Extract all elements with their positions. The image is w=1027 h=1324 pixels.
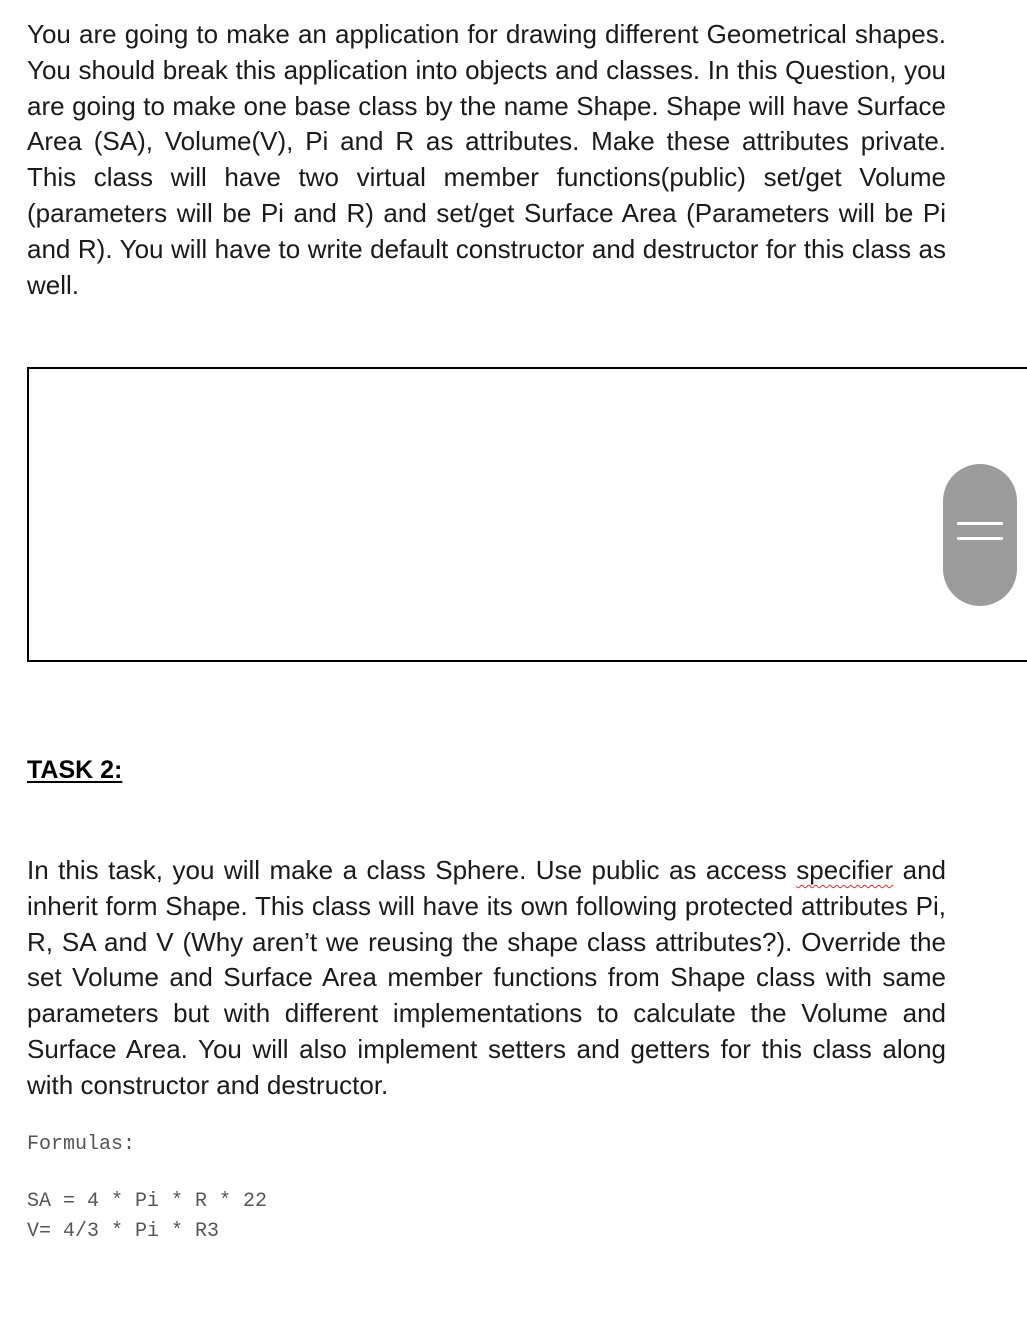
formula-surface-area: SA = 4 * Pi * R * 22 [27,1190,268,1213]
grip-line-icon [957,522,1003,525]
formula-volume: V= 4/3 * Pi * R3 [27,1220,220,1243]
task2-text-end: and inherit form Shape. This class will have its own following protected attributes Pi, R, SA and V (Why aren’t we reusing the shape class attributes?). Override the set Volume and Surface Area member functions from Shape class with same parameters but with different implementations to calculate the Volume and Surface Area. You will also implement setters and getters for this class along with constructor and destructor. [27,855,946,1100]
formulas-label: Formulas: [27,1133,136,1156]
spellcheck-flagged-word: specifier [796,855,894,885]
task2-heading: TASK 2: [27,756,123,784]
intro-paragraph: You are going to make an application for drawing different Geometrical shapes. You should break this application into objects and classes. In this Question, you are going to make one base class by the name Shape. Shape will have Surface Area (SA), Volume(V), Pi and R as attributes. Make these attributes private. This class will have two virtual member functions(public) set/get Volume (parameters will be Pi and R) and set/get Surface Area (Parameters will be Pi and R). You will have to write default constructor and destructor for this class as well. [27,19,946,300]
grip-line-icon [957,537,1003,540]
task2-text-start: In this task, you will make a class Sphere. Use public as access [27,855,797,885]
task2-paragraph [27,853,946,1104]
scroll-handle[interactable] [943,464,1017,606]
answer-box[interactable] [27,367,1027,662]
